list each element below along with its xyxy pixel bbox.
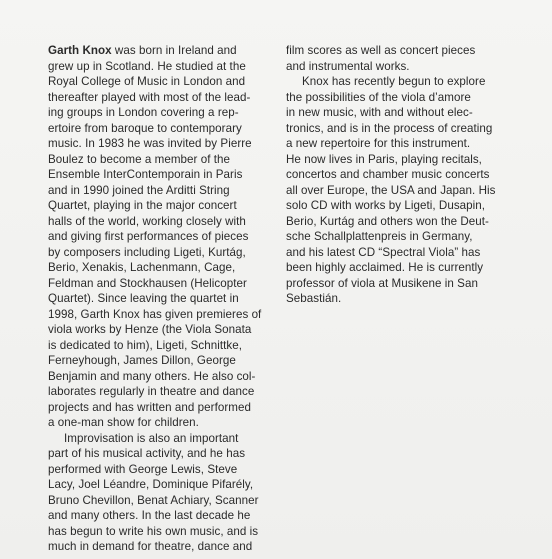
text-line: Bruno Chevillon, Benat Achiary, Scanner — [48, 493, 259, 507]
text-line: Lacy, Joel Léandre, Dominique Pifarély, — [48, 478, 254, 491]
text-line: Improvisation is also an important — [64, 431, 239, 445]
text-line: sche Schallplattenpreis in Germany, — [286, 230, 473, 243]
text-line: grew up in Scotland. He studied at the — [48, 59, 246, 73]
text-line: a new repertoire for this instrument. — [286, 137, 471, 150]
text-line: halls of the world, working closely with — [48, 214, 246, 228]
text-line: is dedicated to him), Ligeti, Schnittke, — [48, 338, 243, 352]
text-line: ing groups in London covering a rep- — [48, 106, 239, 119]
text-line: Ferneyhough, James Dillon, George — [48, 354, 236, 367]
text-line: film scores as well as concert pieces — [286, 44, 476, 57]
text-line: all over Europe, the USA and Japan. His — [286, 183, 496, 197]
text-line: Benjamin and many others. He also col- — [48, 369, 256, 383]
text-line: Quartet). Since leaving the quartet in — [48, 292, 239, 305]
text-line: Knox has recently begun to explore — [302, 75, 486, 88]
text-line: by composers including Ligeti, Kurtág, — [48, 245, 246, 259]
text-line: in new music, with and without elec- — [286, 106, 473, 119]
text-line: Royal College of Music in London and — [48, 75, 246, 88]
text-line: part of his musical activity, and he has — [48, 447, 246, 460]
right-column — [286, 43, 514, 307]
text-line: performed with George Lewis, Steve — [48, 462, 238, 476]
text-line: professor of viola at Musikene in San — [286, 276, 478, 290]
text-line: and instrumental works. — [286, 59, 410, 73]
text-line: Feldman and Stockhausen (Helicopter — [48, 276, 247, 290]
text-line: He now lives in Paris, playing recitals, — [286, 152, 482, 166]
text-line: Sebastián. — [286, 292, 342, 305]
text-line: projects and has written and performed — [48, 400, 251, 414]
text-line: has begun to write his own music, and is — [48, 524, 259, 538]
text-line: laborates regularly in theatre and dance — [48, 385, 255, 398]
text-line: thereafter played with most of the lead- — [48, 90, 251, 104]
text-line: the possibilities of the viola d’amore — [286, 90, 471, 104]
text-line: 1998, Garth Knox has given premieres of — [48, 307, 262, 321]
text-line: a one-man show for children. — [48, 416, 199, 429]
text-line: solo CD with works by Ligeti, Dusapin, — [286, 199, 486, 212]
artist-name: Garth Knox — [48, 44, 112, 57]
text-line: music. In 1983 he was invited by Pierre — [48, 137, 252, 150]
text-line: concertos and chamber music concerts — [286, 168, 490, 181]
text-line: Berio, Xenakis, Lachenmann, Cage, — [48, 261, 236, 274]
text-line: Boulez to become a member of the — [48, 152, 231, 166]
text-line: Ensemble InterContemporain in Paris — [48, 168, 243, 181]
left-column — [48, 43, 280, 555]
text-line: and many others. In the last decade he — [48, 509, 251, 522]
text-line: ertoire from baroque to contemporary — [48, 121, 242, 135]
text-line: Berio, Kurtág and others won the Deut- — [286, 214, 489, 228]
text-line: viola works by Henze (the Viola Sonata — [48, 323, 252, 336]
text-line: and in 1990 joined the Arditti String — [48, 183, 230, 197]
text-line: and his latest CD “Spectral Viola” has — [286, 245, 481, 259]
text-line: and giving first performances of pieces — [48, 230, 249, 243]
text-line: Quartet, playing in the major concert — [48, 199, 237, 212]
text-line: tronics, and is in the process of creating — [286, 121, 493, 135]
text-line: Garth Knox was born in Ireland and — [48, 44, 237, 57]
text-line: much in demand for theatre, dance and — [48, 540, 253, 553]
text-line: been highly acclaimed. He is currently — [286, 261, 484, 274]
